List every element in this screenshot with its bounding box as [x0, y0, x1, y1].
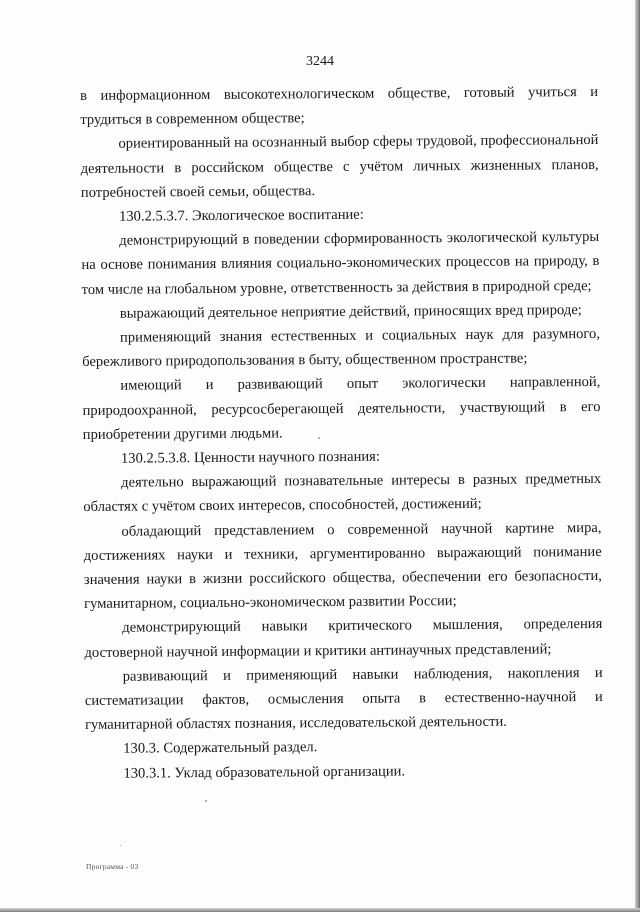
paragraph: применяющий знания естественных и социальных наук для разумного, бережливого природопользования в быту, общественном пространстве; [82, 325, 601, 371]
page-footer: Программа - 03 [86, 862, 139, 871]
section-heading: 130.3.1. Уклад образовательной организации. [123, 763, 406, 782]
paragraph: развивающий и применяющий навыки наблюдения, накопления и систематизации фактов, осмысления опыта в естественно-научной и гуманитарной областях познания, исследовательской деятельности. [84, 664, 603, 734]
paragraph: деятельно выражающий познавательные интересы в разных предметных областях с учётом своих интересов, способностей, достижений; [83, 471, 602, 516]
scan-edge-bottom [0, 908, 640, 912]
paragraph: имеющий и развивающий опыт экологически направленной, природоохранной, ресурсосберегающей деятельности, участвующий в его приобретении другими людьми. [82, 374, 601, 443]
scan-speck [318, 437, 320, 439]
paragraph: выражающий деятельное неприятие действий, приносящих вред природе; [119, 301, 582, 322]
page-number: 3244 [306, 54, 334, 69]
section-heading: 130.2.5.3.8. Ценности научного познания: [120, 448, 380, 467]
paragraph: в информационном высокотехнологическом обществе, готовый учиться и трудиться в современном обществе; [80, 83, 599, 129]
paragraph: демонстрирующий навыки критического мышления, определения достоверной научной информации и критики антинаучных представлений; [84, 616, 603, 661]
scan-speck [205, 800, 207, 802]
scan-edge-right [635, 0, 640, 912]
paragraph: ориентированный на осознанный выбор сферы трудовой, профессиональной деятельности в российском обществе с учётом личных жизненных планов, потребностей своей семьи, общества. [80, 132, 599, 201]
section-heading: 130.2.5.3.7. Экологическое воспитание: [118, 206, 364, 225]
scan-speck [120, 845, 121, 846]
paragraph: демонстрирующий в поведении сформированность экологической культуры на основе понимания влияния социально-экономических процессов на природу, в том числе на глобальном уровне, ответственность за действия в природной среде; [81, 229, 600, 298]
document-body [80, 80, 603, 786]
section-heading: 130.3. Содержательный раздел. [123, 739, 318, 758]
paragraph: обладающий представлением о современной научной картине мира, достижениях науки и техники, аргументированно выражающий понимание значения науки в жизни российского общества, обеспечении его безопасности, гуманитарном, социально-экономическом развитии России; [83, 519, 602, 613]
